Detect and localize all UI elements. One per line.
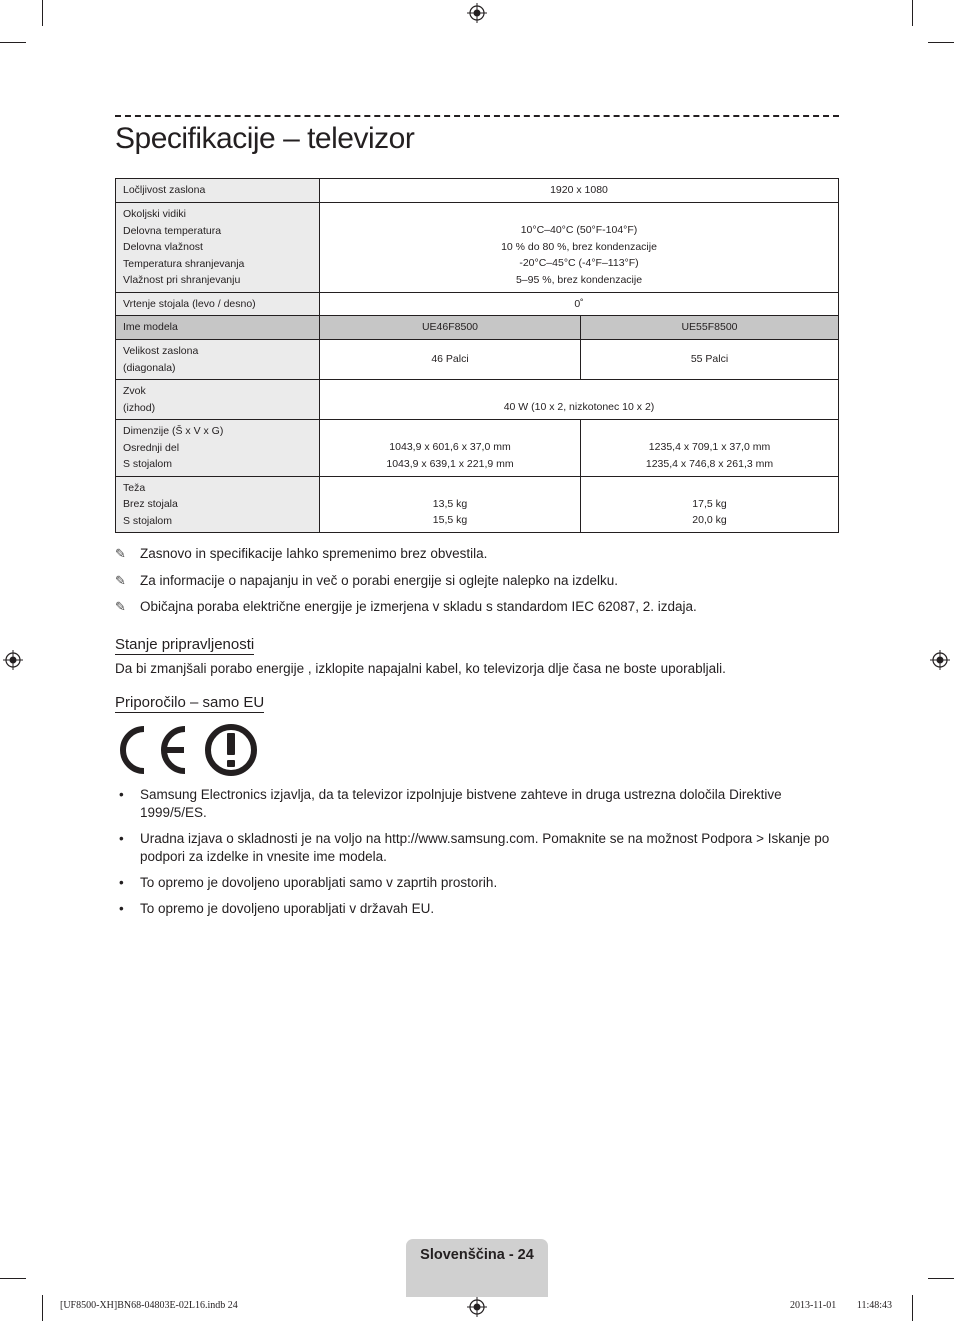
standby-text: Da bi zmanjšali porabo energije , izklopite napajalni kabel, ko televizorja dlje časa ne boste uporabljali. — [115, 661, 726, 676]
note-item — [115, 572, 855, 590]
row-label: Velikost zaslona (diagonala) — [116, 340, 320, 380]
table-row — [116, 179, 839, 203]
ce-alert-mark — [114, 723, 260, 777]
table-row — [116, 380, 839, 420]
bullet-dot: • — [119, 831, 124, 846]
pencil-note-icon: ✎ — [115, 546, 126, 561]
value-a: 46 Palci — [320, 340, 581, 380]
row-value: 0˚ — [320, 292, 839, 316]
row-value: 10°C–40°C (50°F-104°F) 10 % do 80 %, brez kondenzacije -20°C–45°C (-4°F–113°F) 5–95 %, brez kondenzacije — [320, 203, 839, 293]
crop-mark — [928, 42, 954, 43]
row-label: Teža Brez stojala S stojalom — [116, 476, 320, 533]
crop-mark — [912, 1295, 913, 1321]
table-row — [116, 292, 839, 316]
page-number-badge — [406, 1239, 548, 1297]
value-a: 1043,9 x 601,6 x 37,0 mm 1043,9 x 639,1 x 221,9 mm — [320, 420, 581, 477]
footer-file-name: [UF8500-XH]BN68-04803E-02L16.indb 24 — [60, 1300, 238, 1311]
eu-heading: Priporočilo – samo EU — [115, 694, 265, 711]
spec-table — [115, 178, 839, 533]
value-b: 55 Palci — [581, 340, 839, 380]
list-item — [115, 830, 845, 866]
list-item — [115, 900, 845, 918]
crop-mark — [912, 0, 913, 26]
list-item — [115, 874, 845, 892]
row-label: Vrtenje stojala (levo / desno) — [116, 292, 320, 316]
pencil-note-icon: ✎ — [115, 599, 126, 614]
list-item-text: To opremo je dovoljeno uporabljati v državah EU. — [140, 901, 435, 916]
standby-heading: Stanje pripravljenosti — [115, 636, 255, 653]
table-row — [116, 476, 839, 533]
value-b: 17,5 kg 20,0 kg — [581, 476, 839, 533]
title-dashed-rule — [115, 115, 839, 117]
registration-mark-icon — [3, 650, 23, 670]
bullet-dot: • — [119, 901, 124, 916]
bullet-dot: • — [119, 787, 124, 802]
row-label: Okoljski vidiki Delovna temperatura Delovna vlažnost Temperatura shranjevanja Vlažnost pri shranjevanju — [116, 203, 320, 293]
list-item — [115, 786, 845, 822]
table-row — [116, 420, 839, 477]
bullet-dot: • — [119, 875, 124, 890]
row-value: 1920 x 1080 — [320, 179, 839, 203]
table-row — [116, 203, 839, 293]
footer-timestamp: 2013-11-01 ￿￿ 11:48:43 — [789, 1300, 892, 1311]
registration-mark-icon — [467, 3, 487, 23]
crop-mark — [928, 1278, 954, 1279]
row-label: Dimenzije (Š x V x G) Osrednji del S stojalom — [116, 420, 320, 477]
row-label: Ime modela — [116, 316, 320, 340]
model-a: UE46F8500 — [320, 316, 581, 340]
list-item-text: Samsung Electronics izjavlja, da ta televizor izpolnjuje bistvene zahteve in druga ustrezna določila Direktive 1999/5/ES. — [140, 787, 782, 820]
row-label: Zvok (izhod) — [116, 380, 320, 420]
value-a: 13,5 kg 15,5 kg — [320, 476, 581, 533]
value-b: 1235,4 x 709,1 x 37,0 mm 1235,4 x 746,8 x 261,3 mm — [581, 420, 839, 477]
registration-mark-icon — [930, 650, 950, 670]
model-b: UE55F8500 — [581, 316, 839, 340]
row-value: 40 W (10 x 2, nizkotonec 10 x 2) — [320, 380, 839, 420]
crop-mark — [0, 1278, 26, 1279]
note-text: Zasnovo in specifikacije lahko spremenimo brez obvestila. — [140, 546, 488, 561]
note-text: Običajna poraba električne energije je izmerjena v skladu s standardom IEC 62087, 2. izdaja. — [140, 599, 697, 614]
crop-mark — [0, 42, 26, 43]
page-title: Specifikacije – televizor — [115, 122, 415, 155]
table-row — [116, 340, 839, 380]
note-text: Za informacije o napajanju in več o porabi energije si oglejte nalepko na izdelku. — [140, 572, 619, 588]
crop-mark — [42, 0, 43, 26]
note-item — [115, 545, 855, 563]
list-item-text: To opremo je dovoljeno uporabljati samo v zaprtih prostorih. — [140, 875, 498, 890]
table-header-row — [116, 316, 839, 340]
registration-mark-icon — [467, 1297, 487, 1317]
notes-list — [115, 545, 855, 625]
eu-bullet-list — [115, 786, 845, 926]
crop-mark — [42, 1295, 43, 1321]
note-item — [115, 598, 855, 616]
page-label: Slovenščina - 24 — [420, 1247, 534, 1263]
list-item-text: Uradna izjava o skladnosti je na voljo na http://www.samsung.com. Pomaknite se na možnost Podpora > Iskanje po podpori za izdelke in vnesite ime modela. — [140, 831, 830, 864]
row-label: Ločljivost zaslona — [116, 179, 320, 203]
pencil-note-icon: ✎ — [115, 572, 126, 588]
